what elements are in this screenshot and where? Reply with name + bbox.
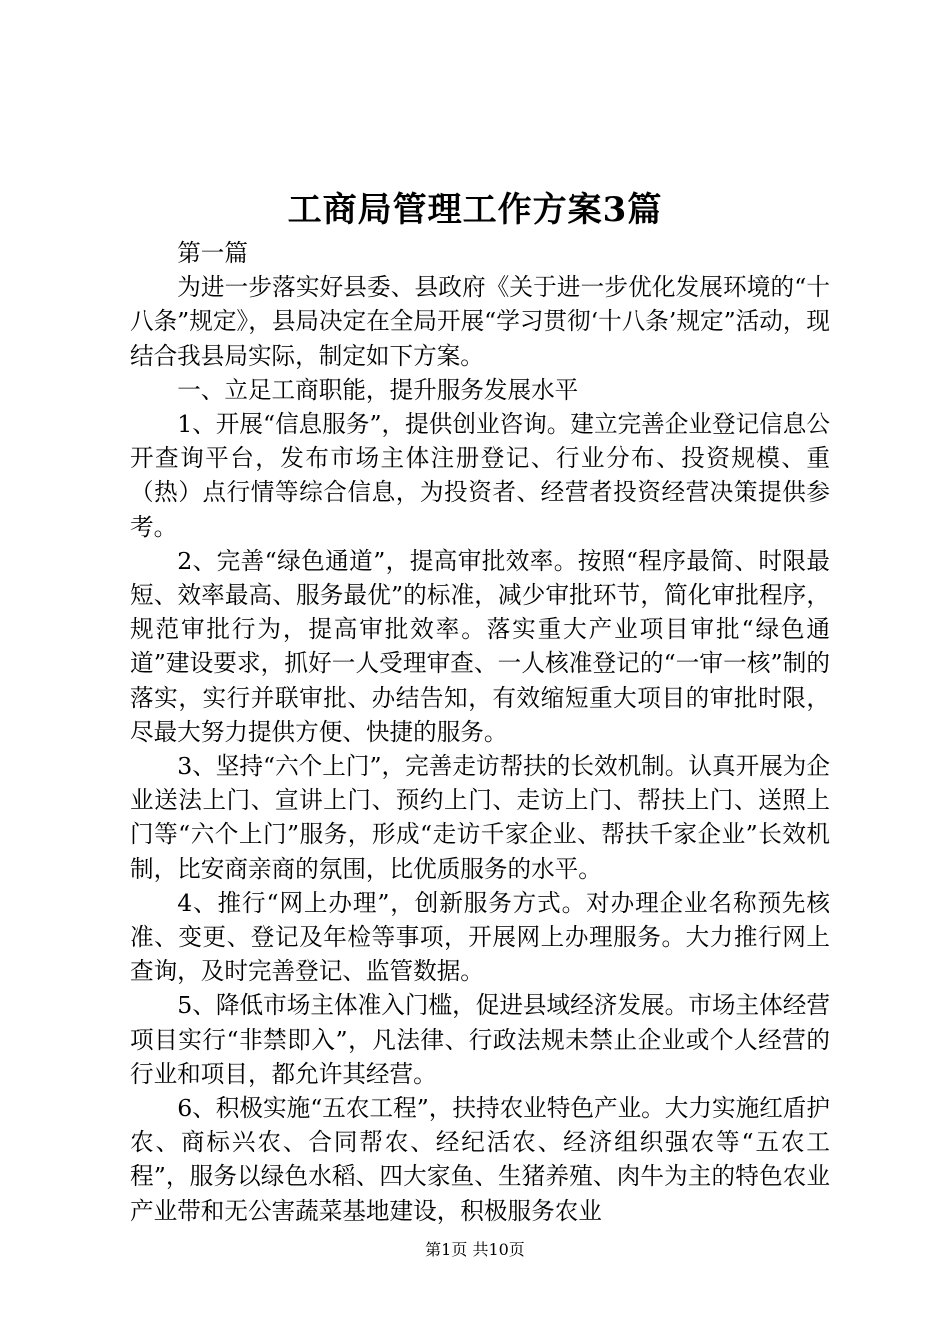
body-paragraph: 2、完善“绿色通道”，提高审批效率。按照“程序最简、时限最短、效率最高、服务最优”的标准，减少审批环节，简化审批程序，规范审批行为，提高审批效率。落实重大产业项目审批“绿色通道”建设要求，抓好一人受理审查、一人核准登记的“一审一核”制的落实，实行并联审批、办结告知，有效缩短重大项目的审批时限，尽最大努力提供方便、快捷的服务。	[130, 546, 830, 746]
intro-paragraph: 为进一步落实好县委、县政府《关于进一步优化发展环境的“十八条”规定》，县局决定在全局开展“学习贯彻‘十八条’规定”活动，现结合我县局实际，制定如下方案。	[130, 273, 831, 370]
document-body	[130, 236, 830, 1228]
section-heading: 第一篇	[177, 239, 248, 267]
body-paragraph: 3、坚持“六个上门”，完善走访帮扶的长效机制。认真开展为企业送法上门、宣讲上门、预约上门、走访上门、帮扶上门、送照上门等“六个上门”服务，形成“走访千家企业、帮扶千家企业”长效机制，比安商亲商的氛围，比优质服务的水平。	[130, 752, 830, 883]
body-paragraph: 5、降低市场主体准入门槛，促进县域经济发展。市场主体经营项目实行“非禁即入”，凡法律、行政法规未禁止企业或个人经营的行业和项目，都允许其经营。	[130, 991, 830, 1088]
document-title: 工商局管理工作方案3篇	[287, 190, 663, 230]
body-paragraph: 4、推行“网上办理”，创新服务方式。对办理企业名称预先核准、变更、登记及年检等事项，开展网上办理服务。大力推行网上查询，及时完善登记、监管数据。	[130, 888, 830, 986]
body-paragraph: 6、积极实施“五农工程”，扶持农业特色产业。大力实施红盾护农、商标兴农、合同帮农、经纪活农、经济组织强农等“五农工程”，服务以绿色水稻、四大家鱼、生猪养殖、肉牛为主的特色农业产业带和无公害蔬菜基地建设，积极服务农业	[130, 1094, 830, 1225]
page-footer: 第1页 共10页	[425, 1240, 525, 1259]
body-paragraph: 1、开展“信息服务”，提供创业咨询。建立完善企业登记信息公开查询平台，发布市场主体注册登记、行业分布、投资规模、重（热）点行情等综合信息，为投资者、经营者投资经营决策提供参考。	[130, 410, 830, 541]
subsection-heading: 一、立足工商职能，提升服务发展水平	[177, 375, 579, 404]
